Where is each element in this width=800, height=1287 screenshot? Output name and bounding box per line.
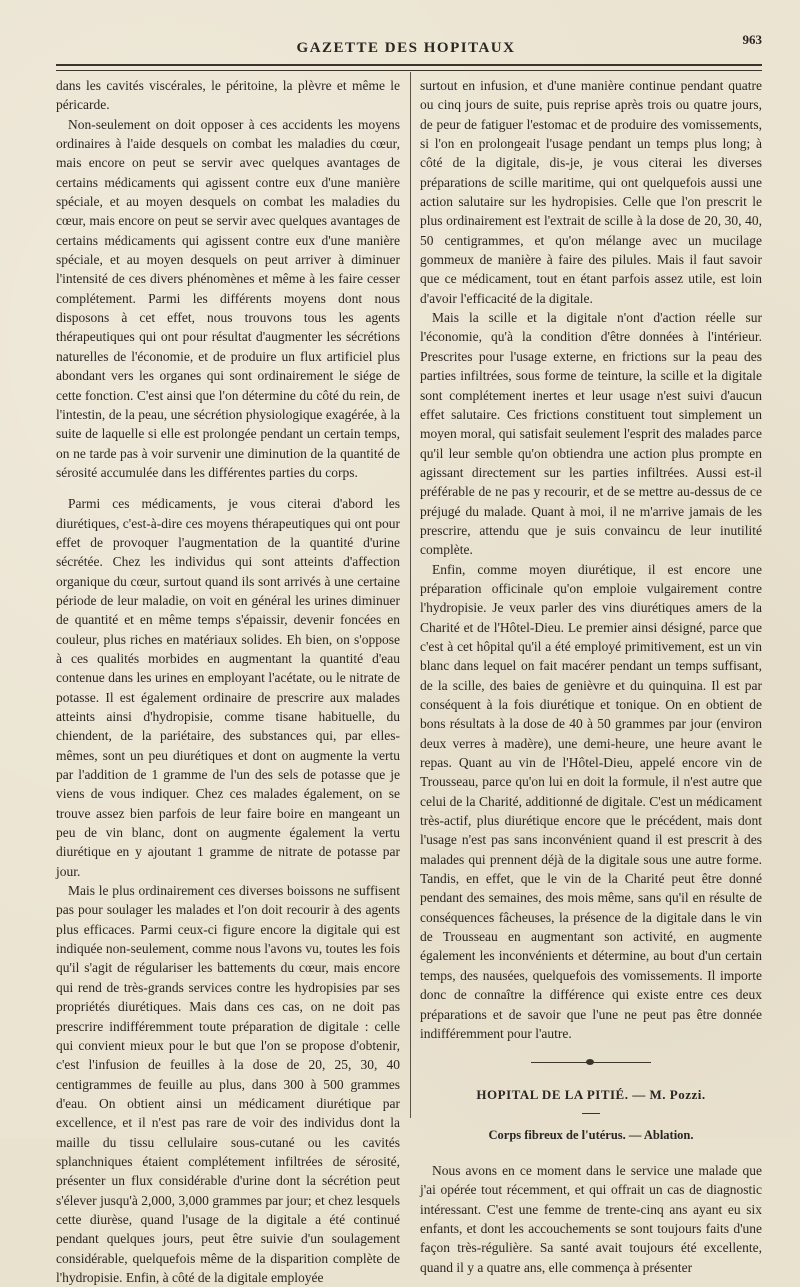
page-header <box>56 32 762 62</box>
paragraph: Enfin, comme moyen diurétique, il est encore une préparation officinale qu'on emploie vulgairement contre l'hydropisie. Je veux parler des vins diurétiques amers de la Charité et de l'Hôtel-Dieu. Le premier ainsi désigné, parce que c'est à cet hôpital qu'il a été employé primitivement, est un vin blanc dans lequel on fait macérer pendant un temps suffisant, de la scille, des baies de genièvre et du quinquina. Il est par conséquent à la fois diurétique et tonique. On en obtient de bons résultats à la dose de 40 à 50 grammes par jour (environ deux verres à madère), une demi-heure, une heure avant le repas. Quant au vin de l'Hôtel-Dieu, appelé encore vin de Trousseau, parce qu'on lui en doit la formule, il n'est autre que celui de la Charité, additionné de digitale. C'est un médicament très-actif, plus diurétique encore que le précédent, mais dont l'usage n'est pas sans inconvénient quand il est prescrit à des malades qui prennent déjà de la digitale sous une autre forme. Tandis, en effet, que le vin de la Charité peut être donné pendant des semaines, des mois même, sans qu'il en résulte de conséquences fâcheuses, la présence de la digitale dans le vin de Trousseau en augmentant son activité, en augmente également les inconvénients et détermine, au bout d'un certain temps, des nausées, quelquefois des vomissements. Il importe donc de connaître la différence qui existe entre ces deux préparations et de savoir que l'une ne peut pas être donnée indifféremment pour l'autre. <box>420 561 762 1041</box>
right-column <box>420 76 762 1277</box>
header-rule-thin <box>56 70 762 71</box>
article-subheading: Corps fibreux de l'utérus. — Ablation. <box>488 1127 694 1142</box>
paragraph: Nous avons en ce moment dans le service une malade que j'ai opérée tout récemment, et qui offrait un cas de diagnostic intéressant. C'est une femme de trente-cinq ans ayant eu six enfants, et dont les accouchements se sont toujours faits d'une façon très-régulière. Sa santé avait toujours été excellente, quand il y a quatre ans, elle commença à présenter <box>420 1162 762 1275</box>
paragraph: Mais le plus ordinairement ces diverses boissons ne suffisent pas pour soulager les malades et l'on doit recourir à des agents plus efficaces. Parmi ceux-ci figure encore la digitale qui est indiquée non-seulement, comme nous l'avons vu, toutes les fois qu'il s'agit de régulariser les battements du cœur, mais encore qui rend de très-grands services contre les hydropisies par ses propriétés diurétiques. Mais dans ces cas, on ne doit pas prescrire indifféremment toute préparation de digitale : celle qui convient mieux pour le but que l'on se propose d'obtenir, c'est l'infusion de feuilles à la dose de 20, 25, 30, 40 centigrammes de feuille au plus, dans 300 à 500 grammes d'eau. On obtient ainsi un médicament diurétique par excellence, et il n'est pas rare de voir des individus dont la maille du tissu cellulaire sous-cutané ou les cavités splanchniques étaient complétement infiltrées de sérosité, présenter un flux considérable d'urine dont la sécrétion peut s'élever jusqu'à 2,000, 3,000 grammes par jour; et chez lesquels cette diurèse, quand l'usage de la digitale a été continué pendant quelques jours, peut être suivie d'un soulagement considérable, quelquefois même de la disparition complète de l'hydropisie. Enfin, à côté de la digitale employée <box>56 883 400 1285</box>
paragraph: surtout en infusion, et d'une manière continue pendant quatre ou cinq jours de suite, puis reprise après trois ou quatre jours, de peur de fatiguer l'estomac et de produire des vomissements, si l'on en prolongeait l'usage pendant un temps plus long; à côté de la digitale, dis-je, je vous citerai les diverses préparations de scille maritime, qui ont quelquefois aussi une action salutaire sur les hydropisies. Celle que l'on prescrit le plus ordinairement est l'extrait de scille à la dose de 20, 30, 40, 50 centigrammes, et qu'on mélange avec un mucilage gommeux de manière à faire des pilules. Mais il faut savoir que ce médicament, tout en étant parfois assez utile, est loin d'avoir l'efficacité de la digitale. <box>420 78 762 306</box>
publication-title: GAZETTE DES HOPITAUX <box>296 40 516 56</box>
paragraph: Non-seulement on doit opposer à ces accidents les moyens ordinaires à l'aide desquels on combat les maladies du cœur, mais encore on peut se servir avec quelques avantages de certains médicaments qui agissent contre eux d'une manière spéciale, et au moyen desquels on combat les maladies du cœur, mais encore on peut se servir avec quelques avantages de certains médicaments qui agissent contre eux d'une manière spéciale, et au moyen desquels on peut arriver à diminuer l'intensité de ces divers phénomènes et même à les faire cesser complétement. Parmi les différents moyens dont nous disposons à cet effet, nous trouvons tous les agents thérapeutiques qui ont pour résultat d'augmenter les sécrétions naturelles de l'économie, et de produire un flux artificiel plus abondant vers les organes qui sont ordinairement le siége de cette fonction. C'est ainsi que l'on détermine du côté du rein, de l'intestin, de la peau, une sécrétion physiologique exagérée, à la suite de laquelle si elle est prolongée pendant un certain temps, on ne tarde pas à voir survenir une diminution de la quantité de sérosité accumulée dans les différentes parties du corps. <box>56 116 400 480</box>
page-number: 963 <box>742 32 762 47</box>
column-divider <box>410 72 411 1118</box>
header-rule-thick <box>56 64 762 66</box>
section-heading: HOPITAL DE LA PITIÉ. — M. Pozzi. <box>476 1087 706 1103</box>
paragraph: dans les cavités viscérales, le péritoine, la plèvre et même le péricarde. <box>56 78 400 113</box>
left-column <box>56 76 400 1287</box>
paragraph: Mais la scille et la digitale n'ont d'action réelle sur l'économie, qu'à la condition d'être données à l'intérieur. Prescrites pour l'usage externe, en frictions sur la peau des parties infiltrées, sous forme de teinture, la scille et la digitale sont complétement inertes et leur usage n'est suivi d'aucun effet salutaire. Ces frictions constituent tout simplement un moyen moral, qui satisfait seulement l'esprit des malades parce qu'il leur semble qu'on obtiendra une action plus prompte en agissant directement sur les parties infiltrées. Aussi est-il préférable de ne pas y recourir, et de se mettre au-dessus de ce préjugé du malade. Quant à moi, il ne m'arrive jamais de les prescrire, attendu que je suis convaincu de leur inutilité complète. <box>420 310 762 558</box>
heading-dash <box>582 1113 600 1114</box>
paragraph: Parmi ces médicaments, je vous citerai d'abord les diurétiques, c'est-à-dire ces moyens thérapeutiques qui ont pour effet de provoquer l'augmentation de la quantité d'urine sécrétée. Chez les individus qui sont atteints d'affection organique du cœur, surtout quand ils sont arrivés à une certaine période de leur maladie, on voit en général les urines diminuer de quantité et en même temps s'épaissir, devenir foncées en couleur, plus riches en matériaux solides. Eh bien, on s'oppose à ces qualités morbides en augmentant la quantité d'eau contenue dans les urines en employant l'acétate, ou le nitrate de potasse. Il est également ordinaire de prescrire aux malades atteints ainsi d'hydropisie, comme tisane habituelle, du chiendent, de la pariétaire, des substances qui, par elles-mêmes, sont un peu diurétiques et dont on augmente la vertu par l'addition de 1 gramme de l'un des sels de potasse que je viens de vous indiquer. Chez ces malades également, on se trouve assez bien parfois de leur faire boire en mangeant un peu de vin blanc, dont on augmente également la vertu diurétique en y ajoutant 1 gramme de nitrate de potasse par jour. <box>56 496 400 879</box>
section-ornament <box>531 1057 651 1067</box>
